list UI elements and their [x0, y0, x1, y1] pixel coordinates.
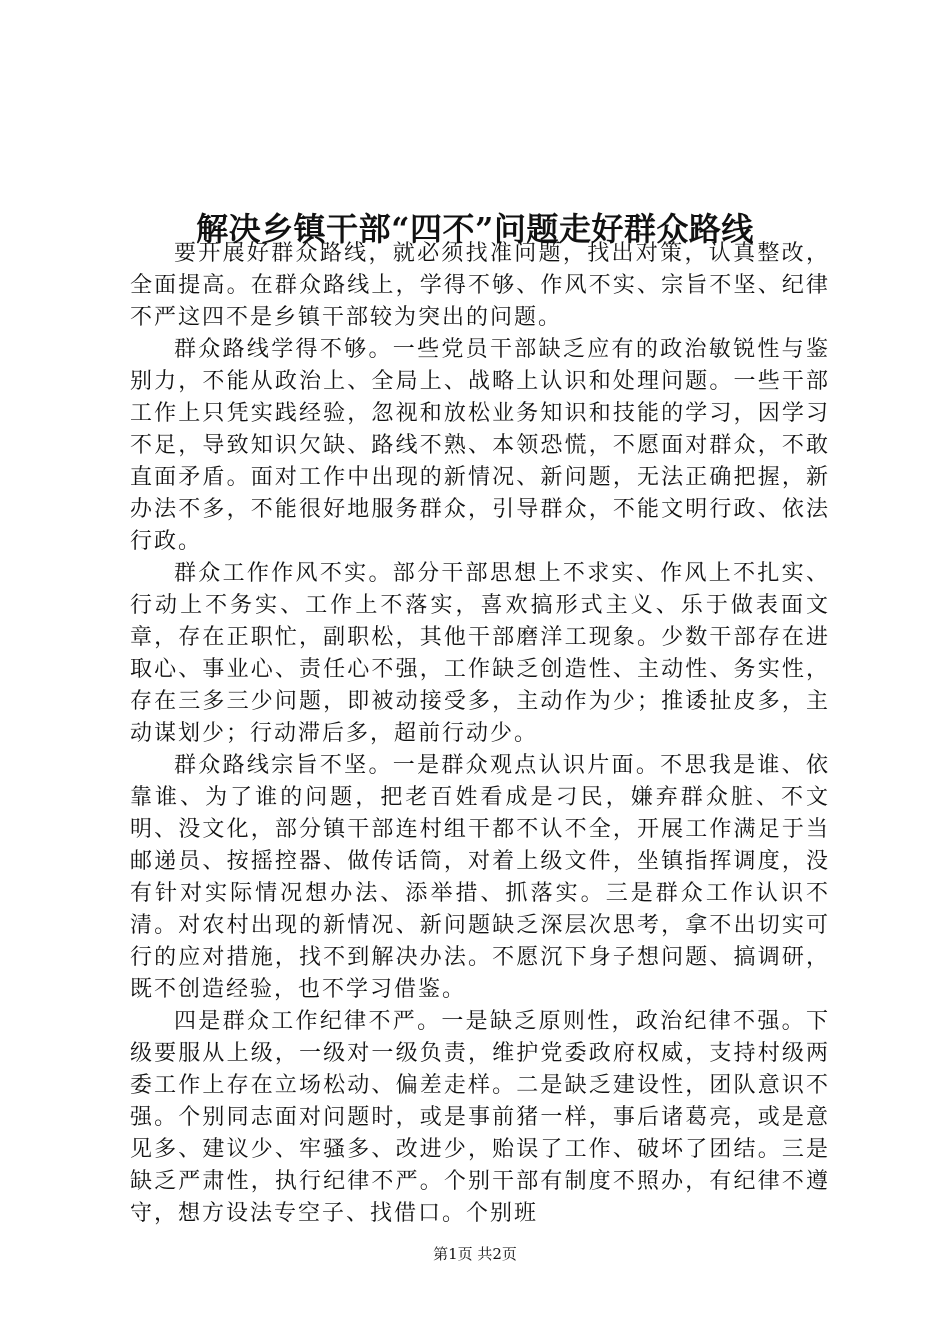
paragraph-study: 群众路线学得不够。一些党员干部缺乏应有的政治敏锐性与鉴别力，不能从政治上、全局上、战略上认识和处理问题。一些干部工作上只凭实践经验，忽视和放松业务知识和技能的学习，因学习不足，导致知识欠缺、路线不熟、本领恐慌，不愿面对群众，不敢直面矛盾。面对工作中出现的新情况、新问题，无法正确把握，新办法不多，不能很好地服务群众，引导群众，不能文明行政、依法行政。 [130, 337, 830, 554]
document-title: 解决乡镇干部“四不”问题走好群众路线 [196, 210, 754, 249]
page-number-footer: 第1页 共2页 [433, 1245, 517, 1263]
paragraph-purpose: 群众路线宗旨不坚。一是群众观点认识片面。不思我是谁、依靠谁、为了谁的问题，把老百姓看成是刁民，嫌弃群众脏、不文明、没文化，部分镇干部连村组干都不认不全，开展工作满足于当邮递员、按摇控器、做传话筒，对着上级文件，坐镇指挥调度，没有针对实际情况想办法、添举措、抓落实。三是群众工作认识不清。对农村出现的新情况、新问题缺乏深层次思考，拿不出切实可行的应对措施，找不到解决办法。不愿沉下身子想问题、搞调研，既不创造经验，也不学习借鉴。 [130, 753, 830, 1002]
paragraph-style: 群众工作作风不实。部分干部思想上不求实、作风上不扎实、行动上不务实、工作上不落实，喜欢搞形式主义、乐于做表面文章，存在正职忙，副职松，其他干部磨洋工现象。少数干部存在进取心、事业心、责任心不强，工作缺乏创造性、主动性、务实性，存在三多三少问题，即被动接受多，主动作为少；推诿扯皮多，主动谋划少；行动滞后多，超前行动少。 [130, 561, 830, 746]
paragraph-discipline: 四是群众工作纪律不严。一是缺乏原则性，政治纪律不强。下级要服从上级，一级对一级负责，维护党委政府权威，支持村级两委工作上存在立场松动、偏差走样。二是缺乏建设性，团队意识不强。个别同志面对问题时，或是事前猪一样，事后诸葛亮，或是意见多、建议少、牢骚多、改进少，贻误了工作、破坏了团结。三是缺乏严肃性，执行纪律不严。个别干部有制度不照办，有纪律不遵守，想方设法专空子、找借口。个别班 [130, 1009, 830, 1226]
document-body [130, 238, 830, 1230]
paragraph-intro: 要开展好群众路线，就必须找准问题，找出对策，认真整改，全面提高。在群众路线上，学得不够、作风不实、宗旨不坚、纪律不严这四不是乡镇干部较为突出的问题。 [130, 241, 830, 330]
